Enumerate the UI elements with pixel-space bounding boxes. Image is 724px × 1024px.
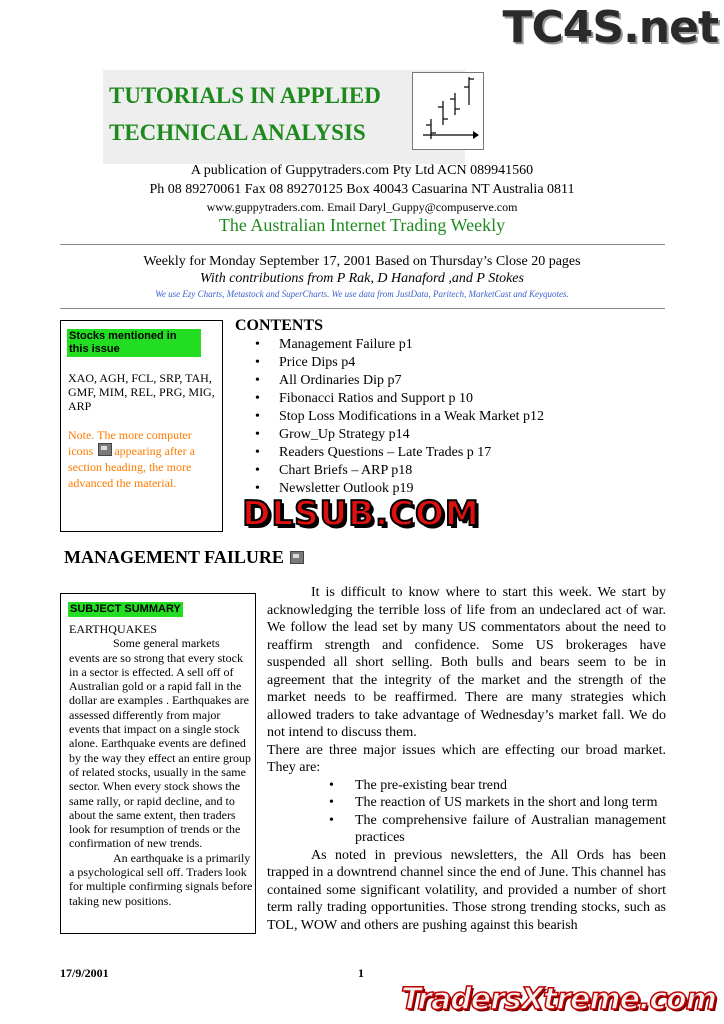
summary-paragraph: An earthquake is a primarily a psychological sell off. Traders look for multiple confirming signals before taking new positions.: [69, 850, 253, 908]
title-block: [103, 70, 465, 164]
footer-date: 17/9/2001: [60, 966, 109, 980]
page-number: 1: [358, 966, 364, 980]
title-line-1: TUTORIALS IN APPLIED: [109, 83, 381, 108]
watermark-middle: DLSUB.COM: [242, 494, 480, 534]
stocks-note: [68, 427, 218, 491]
chart-logo-icon: [413, 73, 483, 149]
contents-item[interactable]: • Management Failure p1: [255, 336, 544, 354]
body-paragraph: As noted in previous newsletters, the All Ords has been trapped in a downtrend channel since the end of June. This channel has contained some significant volatility, and provided a number of short term rally trading opportunities. Those strong trending stocks, such as TOL, WOW and others are pushing against this bearish: [267, 847, 666, 933]
note-text-before: Note. The more computer icons: [68, 428, 192, 458]
subject-summary-box: [60, 593, 256, 934]
watermark-top: TC4S.net: [502, 2, 718, 53]
computer-icon: [98, 443, 112, 456]
title-line-2: TECHNICAL ANALYSIS: [109, 120, 366, 145]
section-title-text: MANAGEMENT FAILURE: [64, 547, 284, 567]
contents-item[interactable]: • Readers Questions – Late Trades p 17: [255, 444, 544, 462]
stocks-list: XAO, AGH, FCL, SRP, TAH, GMF, MIM, REL, PRG, MIG, ARP: [68, 371, 215, 413]
body-paragraph: There are three major issues which are effecting our broad market. They are:: [267, 742, 666, 775]
issue-item: • The reaction of US markets in the short and long term: [267, 794, 666, 812]
stocks-box: [60, 320, 223, 532]
data-sources-line: We use Ezy Charts, Metastock and SuperCharts. We use data from JustData, Paritech, MarketCast and Keyquotes.: [155, 289, 569, 299]
issues-list: [267, 777, 666, 847]
contents-item[interactable]: • Fibonacci Ratios and Support p 10: [255, 390, 544, 408]
body-paragraph: It is difficult to know where to start this week. We start by acknowledging the terrible loss of life from an undeclared act of war. We follow the lead set by many US commentators about the need to reaffirm strength and confidence. Some US brokerages have suspended all short selling. Both bulls and bears seem to be in agreement that the integrity of the market and the strength of the market needs to be reaffirmed. There are many strategies which allowed traders to take advantage of Wednesday’s market fall. We do not intend to discuss them.: [267, 585, 666, 740]
contents-item[interactable]: • Newsletter Outlook p19: [255, 480, 544, 498]
summary-paragraph: Some general markets events are so strong that every stock in a sector is effected. A sell off of Australian gold or a rapid fall in the dollar are examples . Earthquakes are assessed differently from major events that impact on a single stock alone. Earthquake events are defined by the way they effect an entire group of related stocks, usually in the same sector. When every stock shows the same rally, or rapid decline, and to about the same extent, then traders look for resumption of trends or the confirmation of new trends.: [69, 636, 252, 851]
section-title: [64, 547, 306, 568]
divider-top: [60, 244, 665, 245]
computer-icon: [290, 551, 304, 564]
summary-subject: EARTHQUAKES: [69, 622, 157, 636]
note-text-after: appearing after a section heading, the more advanced the material.: [68, 444, 195, 490]
publication-line: A publication of Guppytraders.com Pty Ltd ACN 089941560: [190, 163, 534, 178]
tagline: The Australian Internet Trading Weekly: [218, 215, 506, 235]
divider-bottom: [60, 308, 665, 309]
web-email-line: www.guppytraders.com. Email Daryl_Guppy@compuserve.com: [206, 200, 518, 214]
contents-list: [255, 336, 544, 498]
stocks-heading: Stocks mentioned in this issue: [67, 329, 201, 357]
contents-title: CONTENTS: [235, 317, 324, 334]
issue-item: • The comprehensive failure of Australian management practices: [267, 812, 666, 847]
chart-logo: [412, 72, 484, 150]
article-body: [267, 584, 666, 934]
contents-item[interactable]: • Chart Briefs – ARP p18: [255, 462, 544, 480]
contents-item[interactable]: • Stop Loss Modifications in a Weak Market p12: [255, 408, 544, 426]
contents-item[interactable]: • Price Dips p4: [255, 354, 544, 372]
contents-item[interactable]: • Grow_Up Strategy p14: [255, 426, 544, 444]
contributions-line: With contributions from P Rak, D Hanaford ,and P Stokes: [200, 271, 524, 286]
contact-line: Ph 08 89270061 Fax 08 89270125 Box 40043 Casuarina NT Australia 0811: [149, 182, 575, 197]
contents-item[interactable]: • All Ordinaries Dip p7: [255, 372, 544, 390]
issue-item: • The pre-existing bear trend: [267, 777, 666, 795]
summary-text: [69, 622, 253, 908]
weekly-line: Weekly for Monday September 17, 2001 Based on Thursday’s Close 20 pages: [143, 254, 581, 269]
watermark-bottom: TradersXtreme.com: [401, 982, 716, 1017]
summary-heading: SUBJECT SUMMARY: [70, 603, 181, 615]
